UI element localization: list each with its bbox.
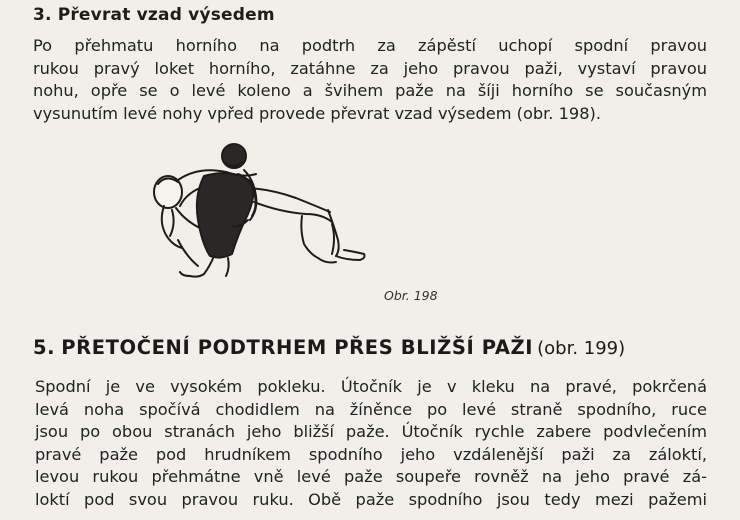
paragraph-line: levou rukou přehmátne vně levé paže soupeře rovněž na jeho pravé zá- xyxy=(35,467,707,486)
figure-reference: (obr. 199) xyxy=(537,338,626,359)
paragraph-line: pravé paže pod hrudníkem spodního jeho vzdálenější paži za záloktí, xyxy=(35,444,707,464)
paragraph-line: loktí pod svou pravou ruku. Obě paže spodního jsou tedy mezi pažemi xyxy=(35,489,707,509)
wrestlers-drawing xyxy=(142,140,382,280)
section-3-number: 3. xyxy=(33,5,52,25)
section-5-number: 5. xyxy=(33,336,56,359)
paragraph-line: rukou pravý loket horního, zatáhne za jeho pravou paži, vystaví pravou xyxy=(33,58,707,78)
section-5-heading xyxy=(33,336,625,359)
section-3-title: Převrat vzad výsedem xyxy=(57,5,275,25)
section-3-heading xyxy=(33,5,275,25)
paragraph-line: nohu, opře se o levé koleno a švihem paže na šíji horního se současným xyxy=(33,81,707,100)
paragraph-line: Po přehmatu horního na podtrh za zápěstí uchopí spodní pravou xyxy=(33,36,707,55)
section-5-title: PŘETOČENÍ PODTRHEM PŘES BLIŽŠÍ PAŽI xyxy=(61,336,534,359)
paragraph-line: vysunutím levé nohy vpřed provede převrat vzad výsedem (obr. 198). xyxy=(33,103,601,123)
section-5-paragraph xyxy=(35,376,707,511)
figure-caption: Obr. 198 xyxy=(384,288,438,303)
paragraph-line: jsou po obou stranách jeho bližší paže. Útočník rychle zabere podvlečením xyxy=(35,422,707,441)
paragraph-line: levá noha spočívá chodidlem na žíněnce po levé straně spodního, ruce xyxy=(35,399,707,419)
section-3-paragraph xyxy=(33,35,707,125)
paragraph-line: Spodní je ve vysokém pokleku. Útočník je v kleku na pravé, pokrčená xyxy=(35,377,707,396)
wrestling-illustration xyxy=(142,140,382,280)
